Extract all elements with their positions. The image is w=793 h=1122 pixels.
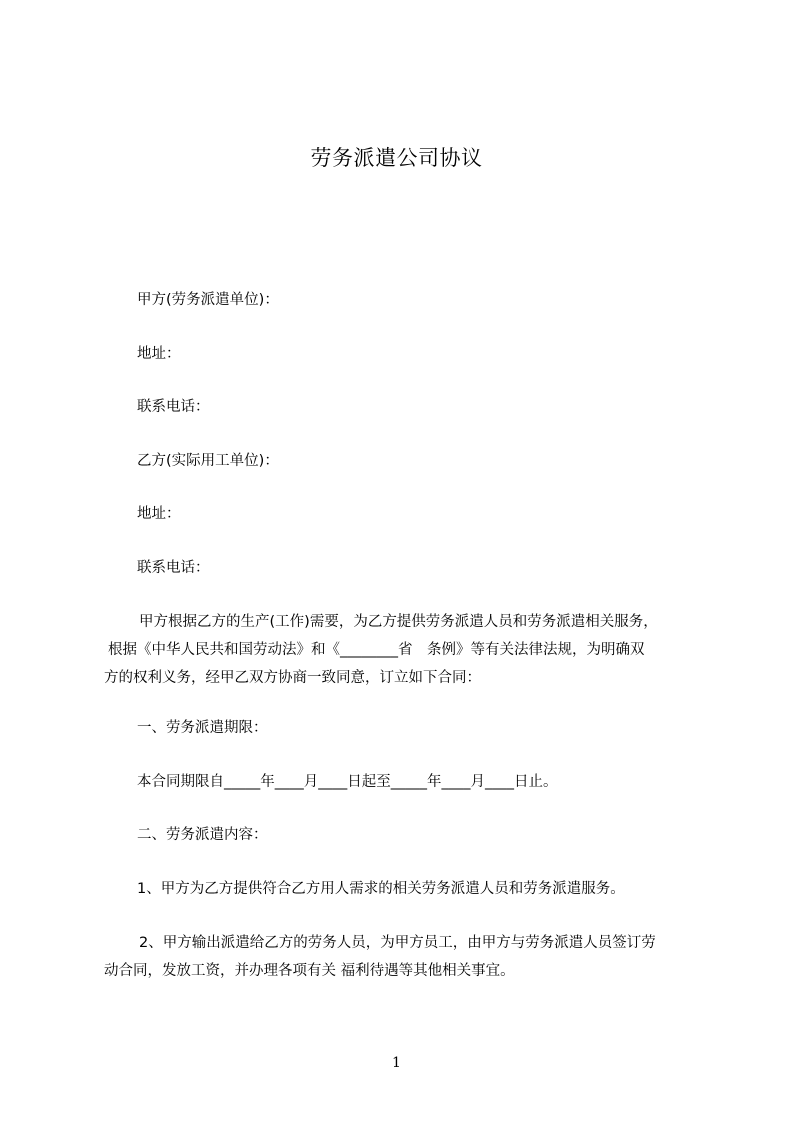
party-a-address-label: 地址： xyxy=(137,346,181,362)
preamble-line-3: 方的权利义务，经甲乙双方协商一致同意，订立如下合同： xyxy=(104,670,481,686)
preamble-line-1: 甲方根据乙方的生产(工作)需要，为乙方提供劳务派遣人员和劳务派遣相关服务， xyxy=(139,614,658,630)
party-b-phone-label: 联系电话： xyxy=(137,560,210,576)
section-1-heading: 一、劳务派遣期限： xyxy=(137,720,268,736)
preamble-line-2: 根据《中华人民共和国劳动法》和《________省 条例》等有关法律法规，为明确双 xyxy=(108,642,645,658)
party-a-phone-label: 联系电话： xyxy=(137,399,210,415)
section-2-item-2-line-2: 动合同，发放工资，并办理各项有关 福利待遇等其他相关事宜。 xyxy=(104,963,515,979)
party-b-name-label: 乙方(实际用工单位)： xyxy=(137,453,279,469)
preamble-paragraph xyxy=(104,608,724,692)
page-number: 1 xyxy=(392,1055,401,1071)
section-2-item-2-line-1: 2、甲方输出派遣给乙方的劳务人员，为甲方员工，由甲方与劳务派遣人员签订劳 xyxy=(139,935,656,951)
section-2-item-1: 1、甲方为乙方提供符合乙方用人需求的相关劳务派遣人员和劳务派遣服务。 xyxy=(137,881,625,897)
section-2-item-2 xyxy=(104,929,724,985)
section-1-body: 本合同期限自_____年____月____日起至_____年____月____日止。 xyxy=(137,774,558,790)
document-title: 劳务派遣公司协议 xyxy=(310,146,483,170)
party-a-name-label: 甲方(劳务派遣单位)： xyxy=(137,292,279,308)
party-b-address-label: 地址： xyxy=(137,506,181,522)
section-2-heading: 二、劳务派遣内容： xyxy=(137,827,268,843)
